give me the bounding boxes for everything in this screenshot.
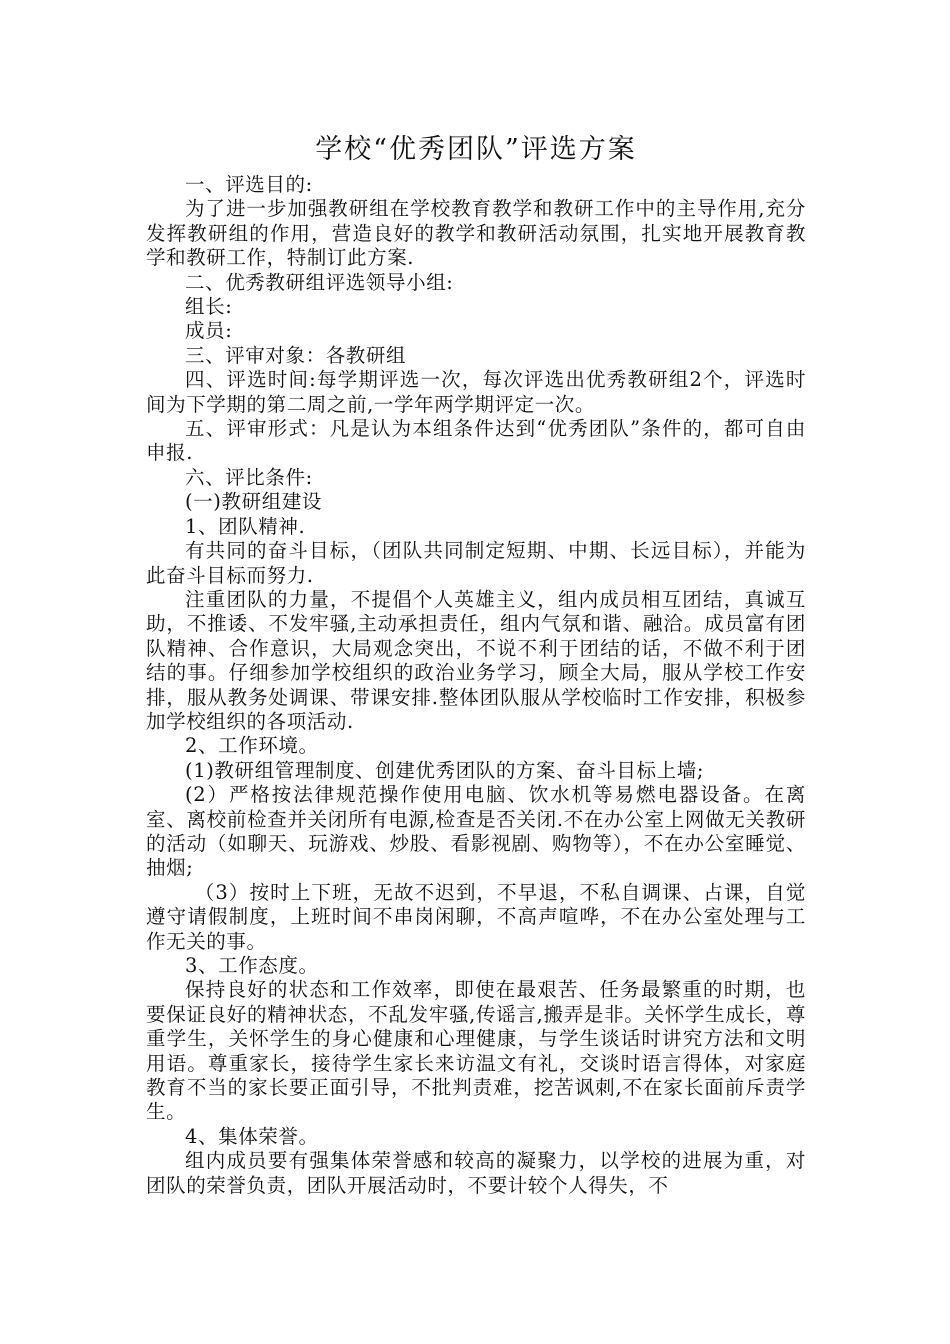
item-heading-work-environment: 2、工作环境。 bbox=[185, 734, 319, 758]
section-heading-review-target: 三、评审对象：各教研组 bbox=[185, 343, 407, 367]
paragraph-env-3: （3）按时上下班，无故不迟到，不早退，不私自调课、占课，自觉遵守请假制度，上班时间不串岗闲聊，不高声喧哗，不在办公室处理与工作无关的事。 bbox=[146, 880, 806, 953]
item-heading-work-attitude: 3、工作态度。 bbox=[185, 954, 319, 977]
section-heading-review-form: 五、评审形式：凡是认为本组条件达到“优秀团队”条件的，都可自由申报. bbox=[146, 417, 806, 465]
paragraph-common-goal: 有共同的奋斗目标，（团队共同制定短期、中期、长远目标），并能为此奋斗目标而努力. bbox=[146, 539, 806, 587]
item-heading-collective-honor: 4、集体荣誉。 bbox=[185, 1124, 319, 1148]
subsection-heading-group-building: (一)教研组建设 bbox=[185, 490, 323, 514]
paragraph-work-attitude: 保持良好的状态和工作效率，即使在最艰苦、任务最繁重的时期，也要保证良好的精神状态，不乱发牢骚,传谣言,搬弄是非。关怀学生成长，尊重学生，关怀学生的身心健康和心理健康，与学生谈话时讲究方法和文明用语。尊重家长，接待学生家长来访温文有礼，交谈时语言得体，对家庭教育不当的家长要正面引导，不批判责难，挖苦讽刺,不在家长面前斥责学生。 bbox=[146, 978, 806, 1124]
item-heading-team-spirit: 1、团队精神. bbox=[185, 514, 306, 538]
document-page bbox=[146, 0, 806, 1344]
leader-line: 组长: bbox=[185, 295, 233, 319]
section-heading-leadership: 二、优秀教研组评选领导小组: bbox=[185, 270, 454, 294]
section-heading-criteria: 六、评比条件: bbox=[185, 465, 313, 489]
paragraph-env-1: (1)教研组管理制度、创建优秀团队的方案、奋斗目标上墙; bbox=[185, 758, 704, 782]
section-heading-purpose: 一、评选目的: bbox=[185, 173, 313, 196]
paragraph-team-strength: 注重团队的力量，不提倡个人英雄主义，组内成员相互团结，真诚互助，不推诿、不发牢骚,主动承担责任，组内气氛和谐、融洽。成员富有团队精神、合作意识，大局观念突出，不说不利于团结的话，不做不利于团结的事。仔细参加学校组织的政治业务学习，顾全大局，服从学校工作安排，服从教务处调课、带课安排.整体团队服从学校临时工作安排，积极参加学校组织的各项活动. bbox=[146, 587, 806, 733]
section-heading-selection-time: 四、评选时间:每学期评选一次，每次评选出优秀教研组2个，评选时间为下学期的第二周之前,一学年两学期评定一次。 bbox=[146, 368, 806, 416]
document-title: 学校“优秀团队”评选方案 bbox=[315, 134, 637, 165]
paragraph-collective-honor: 组内成员要有强集体荣誉感和较高的凝聚力，以学校的进展为重，对团队的荣誉负责，团队开展活动时，不要计较个人得失，不 bbox=[146, 1149, 806, 1197]
members-line: 成员: bbox=[185, 319, 233, 343]
paragraph-purpose: 为了进一步加强教研组在学校教育教学和教研工作中的主导作用,充分发挥教研组的作用，营造良好的教学和教研活动氛围，扎实地开展教育教学和教研工作，特制订此方案. bbox=[146, 197, 806, 270]
document-body bbox=[146, 173, 806, 1198]
paragraph-env-2: (2）严格按法律规范操作使用电脑、饮水机等易燃电器设备。在离室、离校前检查并关闭所有电源,检查是否关闭.不在办公室上网做无关教研的活动（如聊天、玩游戏、炒股、看影视剧、购物等），不在办公室睡觉、抽烟; bbox=[146, 783, 806, 880]
